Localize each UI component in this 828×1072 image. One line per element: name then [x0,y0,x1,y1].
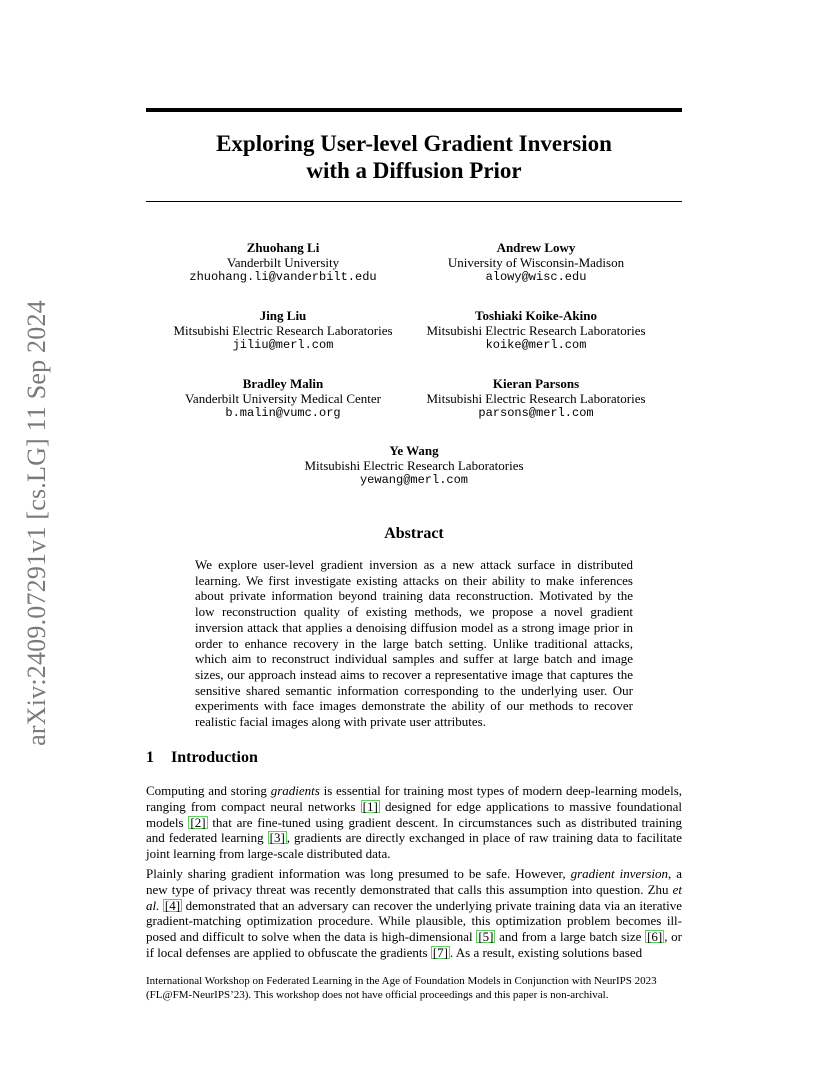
title-line-2: with a Diffusion Prior [306,158,522,183]
text-run: . As a result, existing solutions based [449,944,643,960]
author-block [386,308,686,353]
text-run: , or if local defenses are applied to obfuscate the gradients [146,929,682,960]
citation-link[interactable]: [7] [432,944,448,960]
emphasis-text: gradient inversion [570,866,668,881]
author-affiliation: University of Wisconsin-Madison [447,255,625,270]
section-number: 1 [146,749,154,766]
author-name: Toshiaki Koike-Akino [475,308,597,323]
citation-link[interactable]: [1] [362,798,378,814]
author-block [386,240,686,285]
author-name: Zhuohang Li [246,240,320,255]
abstract-text: We explore user-level gradient inversion as a new attack surface in distributed learning. We first investigate existing attacks on their ability to make inferences about private information beyond training data reconstruction. Motivated by the low reconstruction quality of existing methods, we propose a novel gradient inversion attack that applies a denoising diffusion model as a strong image prior in order to enhance recovery in the large batch setting. Unlike traditional attacks, which aim to reconstruct individual samples and suffer at large batch and image sizes, our approach instead aims to recover a representative image that captures the sensitive shared semantic information corresponding to the underlying user. Our experiments with face images demonstrate the ability of our methods to recover realistic facial images along with private user attributes. [195,557,633,730]
author-email[interactable]: yewang@merl.com [359,473,469,487]
text-run: demonstrated that an adversary can recover the underlying private training data via an iterative gradient-matching optimization procedure. While plausible, this optimization problem becomes ill-posed and difficult to solve when the data is high-dimensional [146,897,683,945]
text-run: designed for edge applications to massive foundational models [146,798,682,830]
intro-paragraph-1 [146,783,682,862]
arxiv-sidebar [22,285,52,760]
intro-paragraph-2 [146,866,682,961]
citation-link[interactable]: [4] [164,897,181,913]
footnote: International Workshop on Federated Learning in the Age of Foundation Models in Conjunction with NeurIPS 2023 (FL@FM-NeurIPS’23). This workshop does not have official proceedings and this paper is non-archival. [146,975,657,1001]
citation-link[interactable]: [6] [647,929,663,945]
section-title: Introduction [171,749,258,766]
author-email[interactable]: zhuohang.li@vanderbilt.edu [189,270,377,284]
text-run: Computing and storing [146,783,271,798]
arxiv-identifier: arXiv:2409.07291v1 [cs.LG] 11 Sep 2024 [22,299,52,746]
author-affiliation: Vanderbilt University Medical Center [184,391,382,406]
author-block [386,376,686,421]
author-name: Bradley Malin [242,376,324,391]
author-affiliation: Vanderbilt University [226,255,340,270]
citation-link[interactable]: [5] [478,929,494,945]
text-run: that are fine-tuned using gradient descent. In circumstances such as distributed training and federated learning [146,814,682,846]
citation-link[interactable]: [3] [269,830,285,846]
author-block [264,443,564,488]
author-email[interactable]: alowy@wisc.edu [485,270,587,284]
author-name: Jing Liu [259,308,307,323]
emphasis-text: et al. [146,881,682,913]
author-affiliation: Mitsubishi Electric Research Laboratories [426,323,646,338]
title-rule-top [146,108,682,112]
citation-link[interactable]: [2] [190,814,206,830]
author-email[interactable]: koike@merl.com [485,338,587,352]
paper-title [146,130,682,184]
author-email[interactable]: jiliu@merl.com [232,338,334,352]
author-affiliation: Mitsubishi Electric Research Laboratories [173,323,393,338]
author-name: Ye Wang [389,443,439,458]
title-rule-bottom [146,201,682,202]
title-line-1: Exploring User-level Gradient Inversion [216,131,612,156]
emphasis-text: gradients [270,783,320,798]
text-run: Plainly sharing gradient information was long presumed to be safe. However, [146,866,571,881]
text-run: , gradients are directly exchanged in place of raw training data to facilitate joint learning from large-scale distributed data. [146,830,682,862]
text-run: is essential for training most types of modern deep-learning models, ranging from compact neural networks [146,783,683,814]
text-run: and from a large batch size [495,929,646,945]
author-email[interactable]: parsons@merl.com [478,406,594,420]
author-name: Kieran Parsons [492,376,580,391]
abstract-heading: Abstract [384,525,444,542]
author-affiliation: Mitsubishi Electric Research Laboratories [426,391,646,406]
author-name: Andrew Lowy [496,240,576,255]
text-run: , a new type of privacy threat was recently demonstrated that calls this assumption into question. Zhu [146,866,682,897]
author-affiliation: Mitsubishi Electric Research Laboratories [304,458,524,473]
section-heading-introduction [146,749,258,767]
author-email[interactable]: b.malin@vumc.org [225,406,341,420]
